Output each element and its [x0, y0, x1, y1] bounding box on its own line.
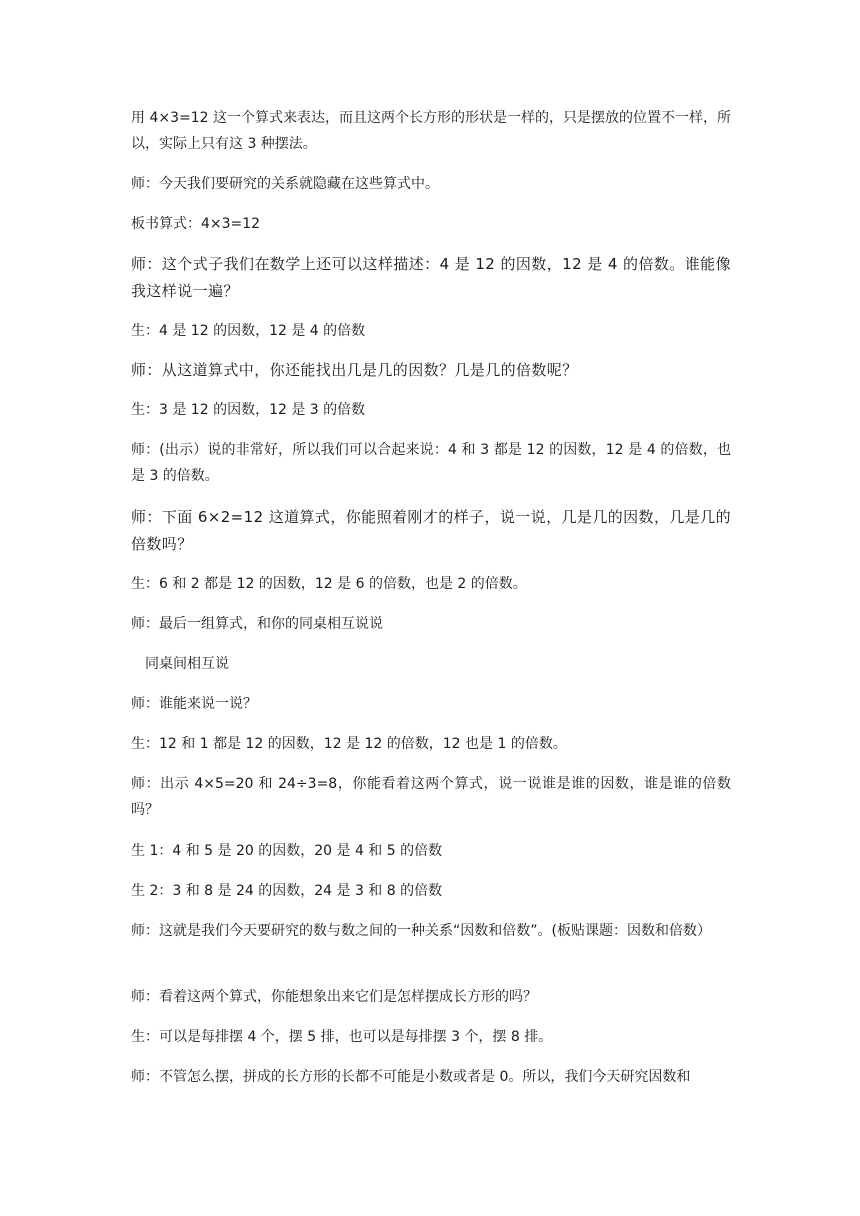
paragraph-5: 生：4 是 12 的因数，12 是 4 的倍数 — [131, 323, 366, 339]
paragraph-21: 师：不管怎么摆，拼成的长方形的长都不可能是小数或者是 0。所以，我们今天研究因数和 — [131, 1069, 691, 1085]
paragraph-2: 师：今天我们要研究的关系就隐藏在这些算式中。 — [131, 176, 439, 192]
paragraph-1: 用 4×3=12 这一个算式来表达，而且这两个长方形的形状是一样的，只是摆放的位置不一样，所以，实际上只有这 3 种摆法。 — [131, 110, 731, 152]
paragraph-11: 师：最后一组算式，和你的同桌相互说说 — [131, 616, 383, 632]
paragraph-19: 师：看着这两个算式，你能想象出来它们是怎样摆成长方形的吗？ — [131, 989, 537, 1005]
paragraph-9: 师：下面 6×2=12 这道算式，你能照着刚才的样子，说一说，几是几的因数，几是几的倍数吗？ — [131, 508, 731, 553]
paragraph-7: 生：3 是 12 的因数，12 是 3 的倍数 — [131, 402, 366, 418]
paragraph-15: 师：出示 4×5=20 和 24÷3=8，你能看着这两个算式，说一说谁是谁的因数，谁是谁的倍数吗？ — [131, 776, 731, 818]
paragraph-16: 生 1：4 和 5 是 20 的因数，20 是 4 和 5 的倍数 — [131, 843, 443, 859]
paragraph-14: 生：12 和 1 都是 12 的因数，12 是 12 的倍数，12 也是 1 的倍数。 — [131, 736, 567, 752]
paragraph-12: 同桌间相互说 — [145, 656, 229, 672]
paragraph-18: 师：这就是我们今天要研究的数与数之间的一种关系“因数和倍数”。(板贴课题：因数和倍数） — [131, 923, 711, 939]
paragraph-13: 师：谁能来说一说？ — [131, 696, 257, 712]
paragraph-3: 板书算式：4×3=12 — [131, 216, 261, 232]
paragraph-4: 师：这个式子我们在数学上还可以这样描述：4 是 12 的因数，12 是 4 的倍数。谁能像我这样说一遍？ — [131, 255, 731, 300]
paragraph-17: 生 2：3 和 8 是 24 的因数，24 是 3 和 8 的倍数 — [131, 883, 443, 899]
paragraph-8: 师：(出示）说的非常好，所以我们可以合起来说：4 和 3 都是 12 的因数，12 是 4 的倍数，也是 3 的倍数。 — [131, 442, 731, 484]
paragraph-6: 师：从这道算式中，你还能找出几是几的因数？几是几的倍数呢？ — [131, 361, 578, 379]
paragraph-10: 生：6 和 2 都是 12 的因数，12 是 6 的倍数，也是 2 的倍数。 — [131, 576, 527, 592]
paragraph-20: 生：可以是每排摆 4 个，摆 5 排，也可以是每排摆 3 个，摆 8 排。 — [131, 1029, 553, 1045]
